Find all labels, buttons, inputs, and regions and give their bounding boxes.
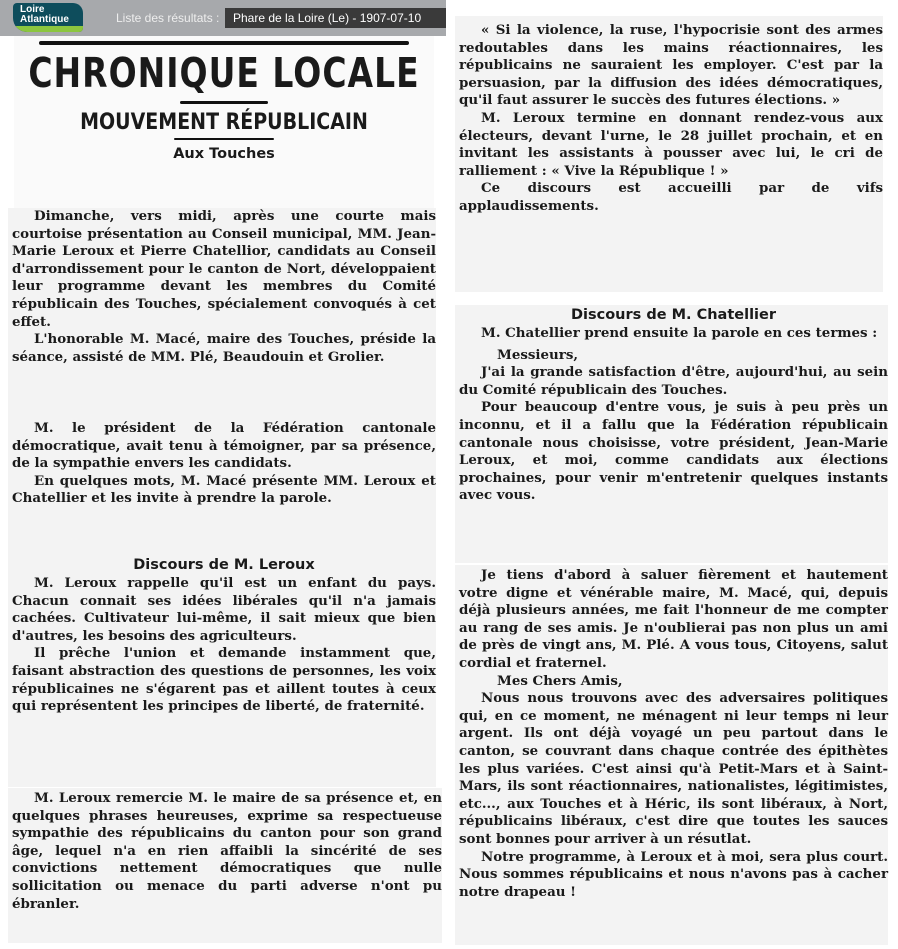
paragraph: M. Leroux remercie M. le maire de sa présence et, en quelques phrases heureuses, exprime sa respectueuse sympathie des républicains du canton pour son grand âge, lequel n'a en rien affaibli la sincérité de ses convictions nettement démocratiques que nulle sollicitation ou menace du parti adverse n'ont pu ébranler. <box>12 790 442 912</box>
subtitle: MOUVEMENT RÉPUBLICAIN <box>80 109 368 135</box>
paragraph: J'ai la grande satisfaction d'être, aujourd'hui, au sein du Comité républicain des Touches. <box>459 364 888 398</box>
paragraph: Ce discours est accueilli par de vifs applaudissements. <box>459 180 883 214</box>
paragraph: Dimanche, vers midi, après une courte mais courtoise présentation au Conseil municipal, MM. Jean-Marie Leroux et Pierre Chatellior, candidats au Conseil d'arrondissement pour le canton de Nort, développaient leur programme devant les membres du Comité républicain des Touches, spécialement convoqués à cet effet. <box>12 208 436 330</box>
paragraph: Pour beaucoup d'entre vous, je suis à peu près un inconnu, et il a fallu que la Fédération républicain cantonale nous choisisse, votre président, Jean-Marie Leroux, et moi, comme candidats aux élections prochaines, pour venir m'entretenir quelques instants avec vous. <box>459 399 888 504</box>
subhead-aux-touches: Aux Touches <box>173 146 275 162</box>
logo-text-line2: Atlantique <box>20 14 69 25</box>
clip-left-3 <box>8 420 436 555</box>
section-title: CHRONIQUE LOCALE <box>28 48 420 97</box>
clip-left-1 <box>14 36 434 212</box>
paragraph: Il prêche l'union et demande instamment que, faisant abstraction des questions de personnes, les voix républicaines ne s'égarent pas et aillent toutes à ceux qui représentent les principes de liberté, de fraternité. <box>12 645 436 715</box>
salutation: Messieurs, <box>497 346 579 363</box>
results-header-bar <box>0 0 446 36</box>
quote-paragraph: « Si la violence, la ruse, l'hypocrisie sont des armes redoutables dans les mains réactionnaires, les républicains ne sauraient les employer. C'est par la persuasion, par la diffusion des idées démocratiques, qu'il faut assurer le succès des futures élections. » <box>459 22 883 109</box>
paragraph: En quelques mots, M. Macé présente MM. Leroux et Chatellier et les invite à prendre la parole. <box>12 472 436 507</box>
results-list-link[interactable]: Liste des résultats : <box>116 11 220 25</box>
clip-right-3 <box>455 565 888 945</box>
top-rule <box>39 41 409 45</box>
paragraph: Nous nous trouvons avec des adversaires politiques qui, en ce moment, ne ménagent ni leur temps ni leur argent. Ils ont déjà voyagé un peu partout dans le canton, se couvrant dans chaque contrée des épithètes les plus variées. C'est ainsi qu'à Petit-Mars et à Saint-Mars, ils sont réactionnaires, nationalistes, légitimistes, etc..., aux Touches et à Héric, ils sont libéraux, à Nort, républicains libéraux, c'est dire que toutes les sauces sont bonnes pour arriver à un résutlat. <box>459 690 888 847</box>
loire-atlantique-logo[interactable] <box>13 3 83 32</box>
paragraph: M. Chatellier prend ensuite la parole en ces termes : <box>481 325 878 341</box>
paragraph: Notre programme, à Leroux et à moi, sera plus court. Nous sommes républicains et nous n'avons pas à cacher notre drapeau ! <box>459 848 888 900</box>
subhead-discours-chatellier: Discours de M. Chatellier <box>570 307 776 323</box>
clip-right-1 <box>455 16 883 292</box>
title-underline <box>180 101 268 104</box>
clip-left-5 <box>8 788 442 943</box>
salutation: Mes Chers Amis, <box>497 672 623 689</box>
paragraph: M. Leroux termine en donnant rendez-vous aux électeurs, devant l'urne, le 28 juillet prochain, et en invitant les assistants à pousser avec lui, le cri de ralliement : « Vive la République ! » <box>459 109 883 179</box>
logo-swoosh <box>13 26 83 32</box>
subtitle-underline <box>174 138 274 140</box>
clip-left-4 <box>8 555 436 787</box>
clip-left-2 <box>8 208 436 421</box>
subhead-discours-leroux: Discours de M. Leroux <box>133 557 315 573</box>
result-title: Phare de la Loire (Le) - 1907-07-10 <box>225 8 446 28</box>
paragraph: M. le président de la Fédération cantonale démocratique, avait tenu à témoigner, par sa présence, de la sympathie envers les candidats. <box>12 420 436 472</box>
clip-right-2 <box>455 305 888 563</box>
paragraph: M. Leroux rappelle qu'il est un enfant du pays. Chacun connait ses idées libérales qu'il n'a jamais cachées. Cultivateur lui-même, il sait mieux que bien d'autres, les besoins des agriculteurs. <box>12 575 436 644</box>
paragraph: Je tiens d'abord à saluer fièrement et hautement votre digne et vénérable maire, M. Macé, qui, depuis déjà plusieurs années, me fait l'honneur de me compter au rang de ses amis. Je n'oublierai pas non plus un ami de près de vingt ans, M. Plé. A vous tous, Citoyens, salut cordial et fraternel. <box>459 567 888 671</box>
paragraph: L'honorable M. Macé, maire des Touches, préside la séance, assisté de MM. Plé, Beaudouin et Grolier. <box>12 331 436 365</box>
logo-text-line1: Loire <box>20 4 45 15</box>
